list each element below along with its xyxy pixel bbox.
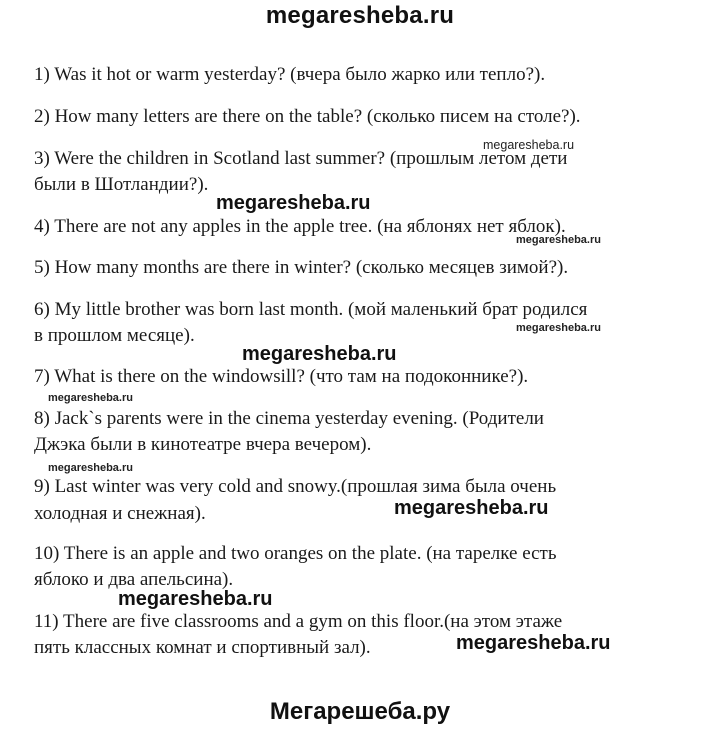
sentence-6-line-1: 6) My little brother was born last month. (мой маленький брат родился (34, 299, 588, 320)
sentence-9-line-2: холодная и снежная). (34, 503, 206, 524)
sentence-6-line-2: в прошлом месяце). (34, 325, 195, 346)
watermark-large: megaresheba.ru (456, 632, 611, 654)
watermark-large: megaresheba.ru (394, 497, 549, 519)
sentence-1-line-1: 1) Was it hot or warm yesterday? (вчера было жарко или тепло?). (34, 64, 546, 85)
watermark-small: megaresheba.ru (48, 462, 133, 474)
sentence-8-line-2: Джэка были в кинотеатре вчера вечером). (34, 434, 372, 455)
sentence-3-line-1: 3) Were the children in Scotland last summer? (прошлым летом дети (34, 148, 568, 169)
sentence-5-line-1: 5) How many months are there in winter? (сколько месяцев зимой?). (34, 257, 569, 278)
watermark-large: megaresheba.ru (118, 588, 273, 610)
sentence-2-line-1: 2) How many letters are there on the table? (сколько писем на столе?). (34, 106, 581, 127)
watermark-large: megaresheba.ru (216, 192, 371, 214)
watermark-small: megaresheba.ru (483, 138, 575, 152)
sentence-4-line-1: 4) There are not any apples in the apple tree. (на яблонях нет яблок). (34, 216, 566, 237)
sentence-9-line-1: 9) Last winter was very cold and snowy.(прошлая зима была очень (34, 476, 557, 497)
sentence-7-line-1: 7) What is there on the windowsill? (что там на подоконнике?). (34, 366, 529, 387)
watermark-small: megaresheba.ru (516, 322, 601, 334)
watermark-large: megaresheba.ru (242, 343, 397, 365)
site-header: megaresheba.ru (265, 2, 455, 29)
sentence-3-line-2: были в Шотландии?). (34, 174, 209, 195)
watermark-small: megaresheba.ru (48, 392, 133, 404)
site-footer: Мегарешеба.ру (269, 698, 451, 725)
sentence-8-line-1: 8) Jack`s parents were in the cinema yesterday evening. (Родители (34, 408, 544, 429)
watermark-small: megaresheba.ru (516, 234, 601, 246)
sentence-11-line-1: 11) There are five classrooms and a gym on this floor.(на этом этаже (34, 611, 563, 632)
sentence-10-line-1: 10) There is an apple and two oranges on the plate. (на тарелке есть (34, 543, 557, 564)
sentence-10-line-2: яблоко и два апельсина). (34, 569, 234, 590)
sentence-11-line-2: пять классных комнат и спортивный зал). (34, 637, 371, 658)
